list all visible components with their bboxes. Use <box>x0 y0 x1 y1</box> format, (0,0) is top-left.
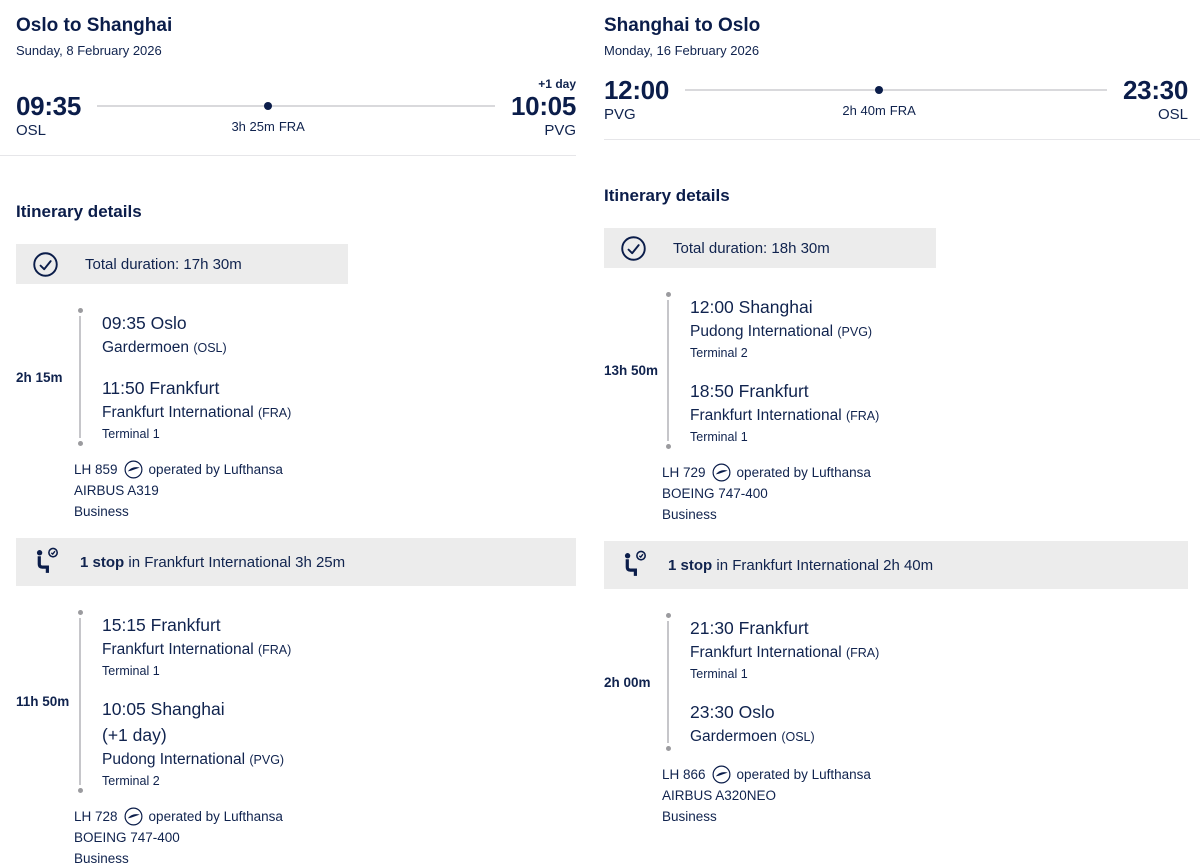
segment-duration: 2h 00m <box>604 674 651 690</box>
clock-icon <box>32 251 59 278</box>
journey-date: Sunday, 8 February 2026 <box>16 43 162 58</box>
segment-stop <box>690 378 879 447</box>
stop-time-city: 21:30 Frankfurt <box>690 618 809 638</box>
airport-name: Gardermoen <box>102 339 190 356</box>
flight-segment <box>604 292 1188 449</box>
rail-line <box>79 316 81 438</box>
segment-rail <box>662 292 674 449</box>
stop-duration: 3h 25m <box>231 119 275 134</box>
stop-time-city: 11:50 Frankfurt <box>102 378 220 398</box>
layover-seat-clock-icon <box>30 546 62 578</box>
arrival-time: 23:30 <box>1123 75 1188 105</box>
stop-terminal: Terminal 1 <box>102 427 160 441</box>
route-timeline <box>97 97 495 141</box>
stop-terminal: Terminal 1 <box>690 430 748 444</box>
stop-terminal: Terminal 2 <box>102 774 160 788</box>
airport-name: Frankfurt International <box>690 407 842 424</box>
stopover-bar <box>604 541 1188 589</box>
lufthansa-crane-icon <box>712 463 731 482</box>
stop-day-note: (+1 day) <box>102 725 167 745</box>
header-divider <box>0 155 576 156</box>
segment-stop <box>102 612 291 681</box>
flight-info <box>74 459 576 522</box>
route-timeline <box>685 81 1107 125</box>
flight-segment <box>604 613 1188 751</box>
segment-rail <box>662 613 674 751</box>
journey-column-return <box>588 0 1200 827</box>
segment-stop <box>102 696 291 791</box>
operated-by: operated by Lufthansa <box>736 465 871 480</box>
arrival-time: 10:05 <box>511 91 576 121</box>
stopover-text <box>668 557 933 574</box>
segment-stop <box>690 615 879 684</box>
airport-code: (FRA) <box>845 646 880 660</box>
airport-name: Gardermoen <box>690 728 778 745</box>
flight-info <box>662 462 1188 525</box>
flight-number-line <box>662 462 1188 483</box>
airport-name: Pudong International <box>102 751 246 768</box>
journey-title: Oslo to Shanghai <box>16 15 173 36</box>
segment-stop <box>690 294 879 363</box>
segment-rail <box>74 308 86 446</box>
airport-code: (PVG) <box>837 325 873 339</box>
cabin-class: Business <box>74 851 129 864</box>
airport-code: (FRA) <box>257 406 292 420</box>
flight-number: LH 728 <box>74 809 118 824</box>
stop-airport <box>102 638 291 662</box>
aircraft-type: BOEING 747-400 <box>74 830 180 845</box>
segment-duration: 13h 50m <box>604 363 659 378</box>
rail-dot <box>78 441 83 446</box>
stop-airport-code: FRA <box>889 103 916 118</box>
aircraft-type: AIRBUS A320NEO <box>662 788 777 803</box>
flight-info <box>74 806 576 864</box>
stop-terminal: Terminal 1 <box>690 667 748 681</box>
operated-by: operated by Lufthansa <box>736 767 871 782</box>
segment-content <box>674 292 879 449</box>
stop-time-city: 10:05 Shanghai <box>102 699 225 719</box>
journey-header <box>16 14 576 156</box>
flight-number-line <box>662 764 1188 785</box>
journey-title: Shanghai to Oslo <box>604 15 761 36</box>
stopover-bar <box>16 538 576 586</box>
stop-dot <box>875 86 883 94</box>
stop-duration: 2h 40m <box>842 103 886 118</box>
total-duration-bar <box>604 228 936 268</box>
flight-info <box>662 764 1188 827</box>
rail-line <box>79 618 81 785</box>
journey-column-outbound <box>0 0 588 864</box>
segment-stop <box>102 375 291 444</box>
operated-by: operated by Lufthansa <box>148 809 283 824</box>
stop-airport <box>102 748 291 772</box>
timeline-line <box>97 105 495 107</box>
cabin-class: Business <box>74 504 129 519</box>
lufthansa-crane-icon <box>712 765 731 784</box>
segment-duration: 11h 50m <box>16 694 70 709</box>
rail-dot <box>666 444 671 449</box>
segment-stop <box>102 310 291 360</box>
aircraft-type: BOEING 747-400 <box>662 486 768 501</box>
segment-content <box>86 610 291 793</box>
airport-code: (OSL) <box>193 341 227 355</box>
departure-block <box>16 92 81 141</box>
stop-terminal: Terminal 2 <box>690 346 748 360</box>
total-duration-bar <box>16 244 348 284</box>
airport-name: Frankfurt International <box>690 644 842 661</box>
total-duration-text: Total duration: 17h 30m <box>85 255 242 273</box>
arrival-airport-code: OSL <box>1157 106 1188 123</box>
journey-header <box>604 14 1188 140</box>
stop-time-city: 15:15 Frankfurt <box>102 615 221 635</box>
stopover-detail: in Frankfurt International 3h 25m <box>124 553 346 571</box>
stop-time-city: 23:30 Oslo <box>690 702 775 722</box>
flight-segment <box>16 308 576 446</box>
flight-number: LH 729 <box>662 465 706 480</box>
departure-airport-code: PVG <box>604 106 636 123</box>
cabin-class: Business <box>662 507 717 522</box>
rail-dot <box>78 788 83 793</box>
stop-time-city: 18:50 Frankfurt <box>690 381 809 401</box>
rail-dot <box>666 613 671 618</box>
departure-block <box>604 76 669 125</box>
lufthansa-crane-icon <box>124 807 143 826</box>
rail-line <box>667 621 669 743</box>
airport-code: (FRA) <box>257 643 292 657</box>
stop-label <box>842 103 915 118</box>
timeline-line <box>685 89 1107 91</box>
day-offset-badge: +1 day <box>538 77 576 91</box>
stopover-text <box>80 554 345 571</box>
rail-dot <box>78 610 83 615</box>
layover-seat-clock-icon <box>618 549 650 581</box>
stop-dot <box>264 102 272 110</box>
rail-dot <box>78 308 83 313</box>
stop-airport <box>690 404 879 428</box>
operated-by: operated by Lufthansa <box>148 462 283 477</box>
departure-time: 09:35 <box>16 91 81 121</box>
flight-segment <box>16 610 576 793</box>
flight-number-line <box>74 459 576 480</box>
stopover-detail: in Frankfurt International 2h 40m <box>712 556 934 574</box>
flight-number: LH 859 <box>74 462 118 477</box>
rail-dot <box>666 746 671 751</box>
segment-content <box>86 308 291 446</box>
stop-airport-code: FRA <box>278 119 305 134</box>
departure-time: 12:00 <box>604 75 669 105</box>
stopover-count: 1 stop <box>668 556 713 574</box>
airport-name: Frankfurt International <box>102 404 254 421</box>
cabin-class: Business <box>662 809 717 824</box>
rail-line <box>667 300 669 441</box>
segment-rail <box>74 610 86 793</box>
arrival-block <box>1123 76 1188 125</box>
flight-summary <box>604 76 1188 125</box>
segment-duration: 2h 15m <box>16 369 63 385</box>
stop-label <box>231 119 304 134</box>
arrival-airport-code: PVG <box>544 122 576 139</box>
itinerary-heading: Itinerary details <box>16 202 142 221</box>
flight-summary <box>16 76 576 141</box>
airport-name: Pudong International <box>690 323 834 340</box>
arrival-block <box>511 76 576 141</box>
stop-airport <box>690 641 879 665</box>
stop-airport <box>690 320 879 344</box>
airport-code: (PVG) <box>249 753 285 767</box>
stop-airport <box>102 401 291 425</box>
aircraft-type: AIRBUS A319 <box>74 483 159 498</box>
flight-number: LH 866 <box>662 767 706 782</box>
header-divider <box>604 139 1200 140</box>
airport-name: Frankfurt International <box>102 641 254 658</box>
segment-content <box>674 613 879 751</box>
journey-date: Monday, 16 February 2026 <box>604 43 760 58</box>
departure-airport-code: OSL <box>16 122 47 139</box>
stop-airport <box>102 336 291 360</box>
flight-number-line <box>74 806 576 827</box>
segment-stop <box>690 699 879 749</box>
total-duration-text: Total duration: 18h 30m <box>673 239 830 257</box>
stop-terminal: Terminal 1 <box>102 664 160 678</box>
airport-code: (FRA) <box>845 409 880 423</box>
stop-time-city: 12:00 Shanghai <box>690 297 813 317</box>
clock-icon <box>620 235 647 262</box>
stop-time-city: 09:35 Oslo <box>102 313 187 333</box>
airport-code: (OSL) <box>781 730 815 744</box>
rail-dot <box>666 292 671 297</box>
stop-airport <box>690 725 879 749</box>
lufthansa-crane-icon <box>124 460 143 479</box>
itinerary-heading: Itinerary details <box>604 186 730 205</box>
stopover-count: 1 stop <box>80 553 125 571</box>
